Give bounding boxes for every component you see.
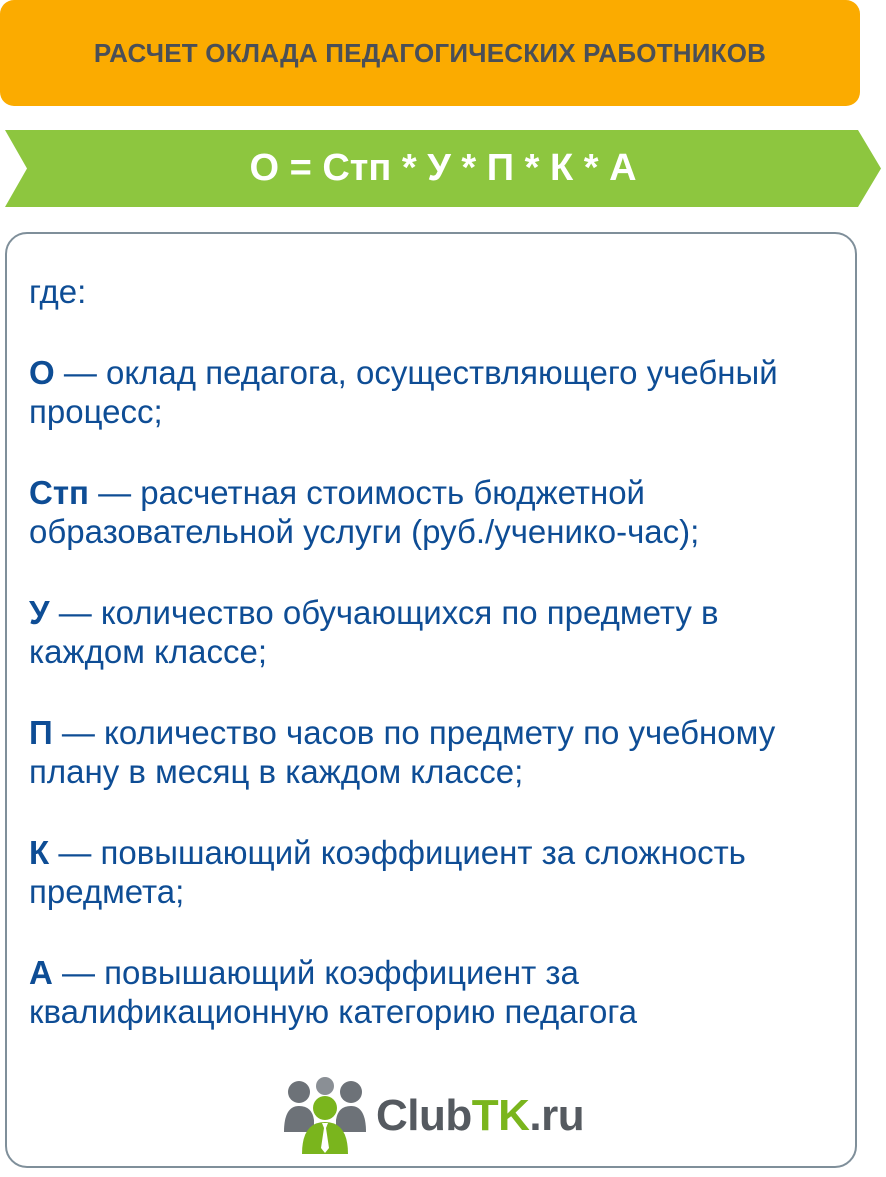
definition-symbol: Стп [29, 474, 89, 511]
definition-text: — повышающий коэффициент за квалификационную категорию педагога [29, 954, 637, 1030]
definitions-card [5, 232, 857, 1168]
people-group-icon [282, 1076, 368, 1156]
logo-text [376, 1091, 584, 1141]
formula-banner [5, 130, 881, 207]
definition-item [29, 473, 839, 551]
clubtk-logo[interactable] [282, 1076, 584, 1156]
definition-item [29, 713, 839, 791]
definition-item [29, 353, 839, 431]
definition-text: — количество часов по предмету по учебному плану в месяц в каждом классе; [29, 714, 776, 790]
definition-text: — повышающий коэффициент за сложность предмета; [29, 834, 746, 910]
formula-text: О = Стп * У * П * К * А [249, 147, 637, 189]
definitions-intro: где: [29, 273, 87, 310]
definition-symbol: П [29, 714, 53, 751]
definition-text: — расчетная стоимость бюджетной образовательной услуги (руб./ученико-час); [29, 474, 700, 550]
definition-item [29, 593, 839, 671]
logo-text-club: Club [376, 1091, 472, 1140]
definition-item [29, 833, 839, 911]
definition-symbol: А [29, 954, 53, 991]
definition-item [29, 953, 839, 1031]
definition-symbol: У [29, 594, 50, 631]
definition-text: — оклад педагога, осуществляющего учебный процесс; [29, 354, 778, 430]
logo-text-tk: TK [471, 1091, 530, 1140]
definitions-list [29, 272, 839, 1073]
logo-text-ru: .ru [529, 1091, 585, 1140]
definition-text: — количество обучающихся по предмету в каждом классе; [29, 594, 719, 670]
definition-symbol: К [29, 834, 50, 871]
definition-symbol: О [29, 354, 55, 391]
page-title: РАСЧЕТ ОКЛАДА ПЕДАГОГИЧЕСКИХ РАБОТНИКОВ [93, 37, 767, 68]
title-bar [0, 0, 860, 106]
